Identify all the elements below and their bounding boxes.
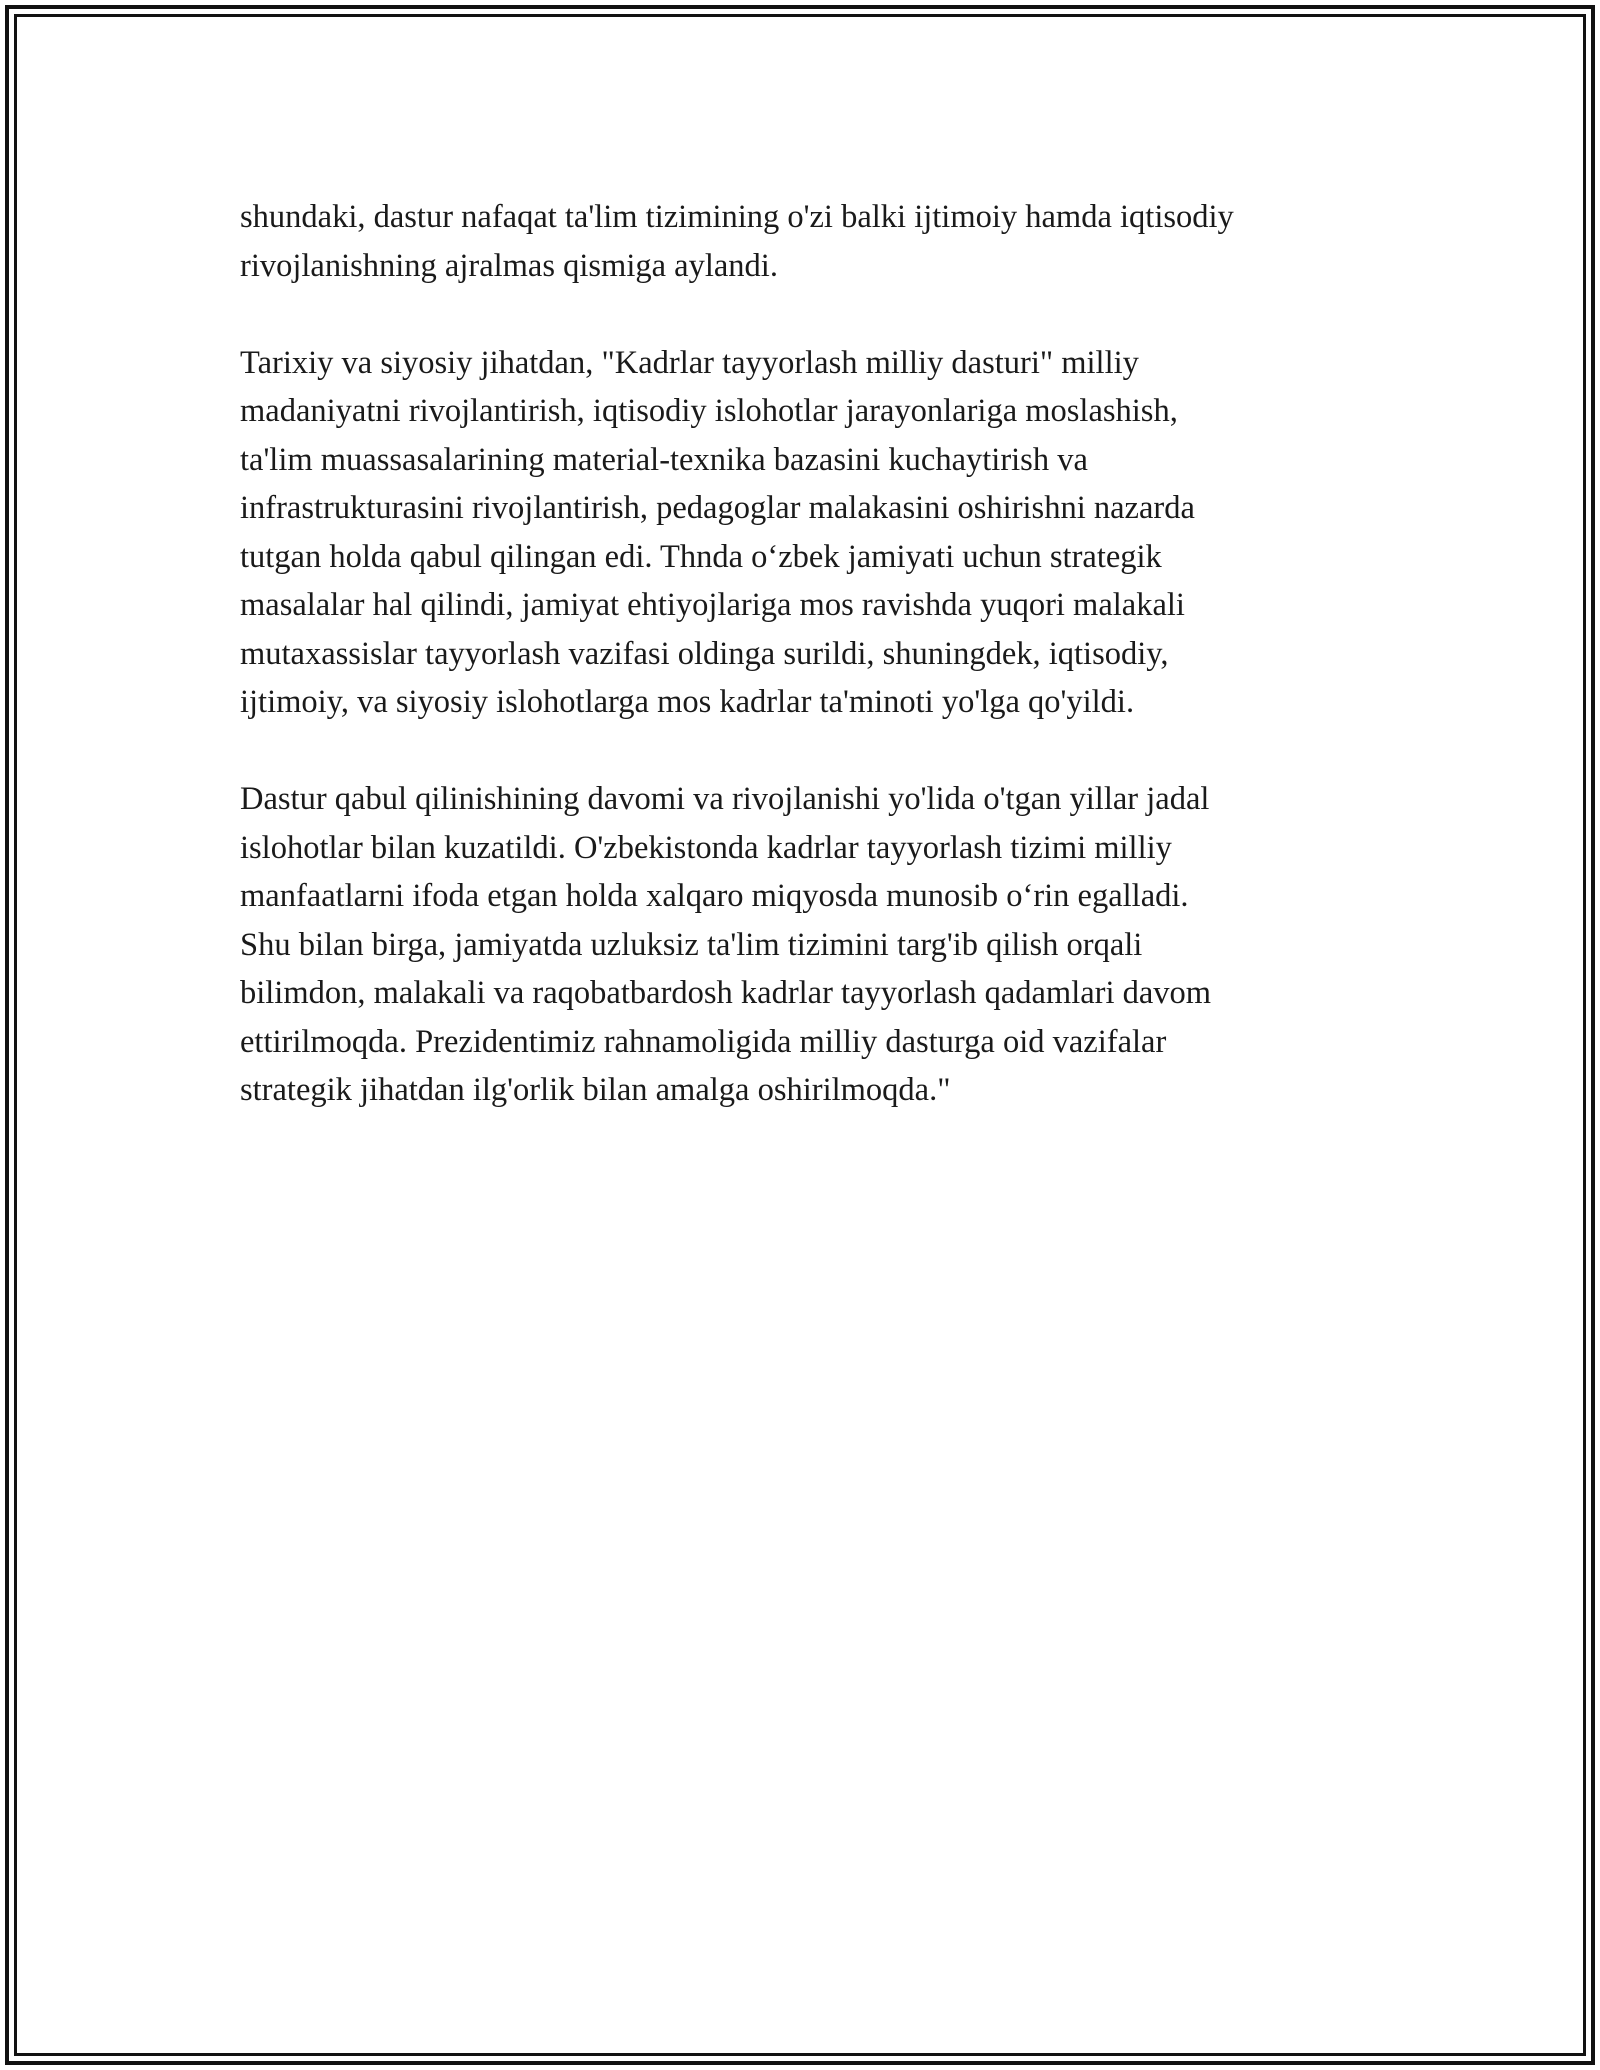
- paragraph-3: Dastur qabul qilinishining davomi va rivojlanishi yo'lida o'tgan yillar jadal islohotlar bilan kuzatildi. O'zbekistonda kadrlar tayyorlash tizimi milliy manfaatlarni ifoda etgan holda xalqaro miqyosda munosib o‘rin egalladi. Shu bilan birga, jamiyatda uzluksiz ta'lim tizimini targ'ib qilish orqali bilimdon, malakali va raqobatbardosh kadrlar tayyorlash qadamlari davom ettirilmoqda. Prezidentimiz rahnamoligida milliy dasturga oid vazifalar strategik jihatdan ilg'orlik bilan amalga oshirilmoqda.": [240, 781, 1212, 1108]
- paragraph-2: Tarixiy va siyosiy jihatdan, "Kadrlar tayyorlash milliy dasturi" milliy madaniyatni rivojlantirish, iqtisodiy islohotlar jarayonlariga moslashish, ta'lim muassasalarining material-texnika bazasini kuchaytirish va infrastrukturasini rivojlantirish, pedagoglar malakasini oshirishni nazarda tutgan holda qabul qilingan edi. Thnda o‘zbek jamiyati uchun strategik masalalar hal qilindi, jamiyat ehtiyojlariga mos ravishda yuqori malakali mutaxassislar tayyorlash vazifasi oldinga surildi, shuningdek, iqtisodiy, ijtimoiy, va siyosiy islohotlarga mos kadrlar ta'minoti yo'lga qo'yildi.: [240, 344, 1195, 720]
- page-frame: [5, 5, 1595, 2065]
- document-body: [240, 193, 1380, 1163]
- paragraph-1: shundaki, dastur nafaqat ta'lim tizimining o'zi balki ijtimoiy hamda iqtisodiy rivojlanishning ajralmas qismiga aylandi.: [240, 199, 1234, 284]
